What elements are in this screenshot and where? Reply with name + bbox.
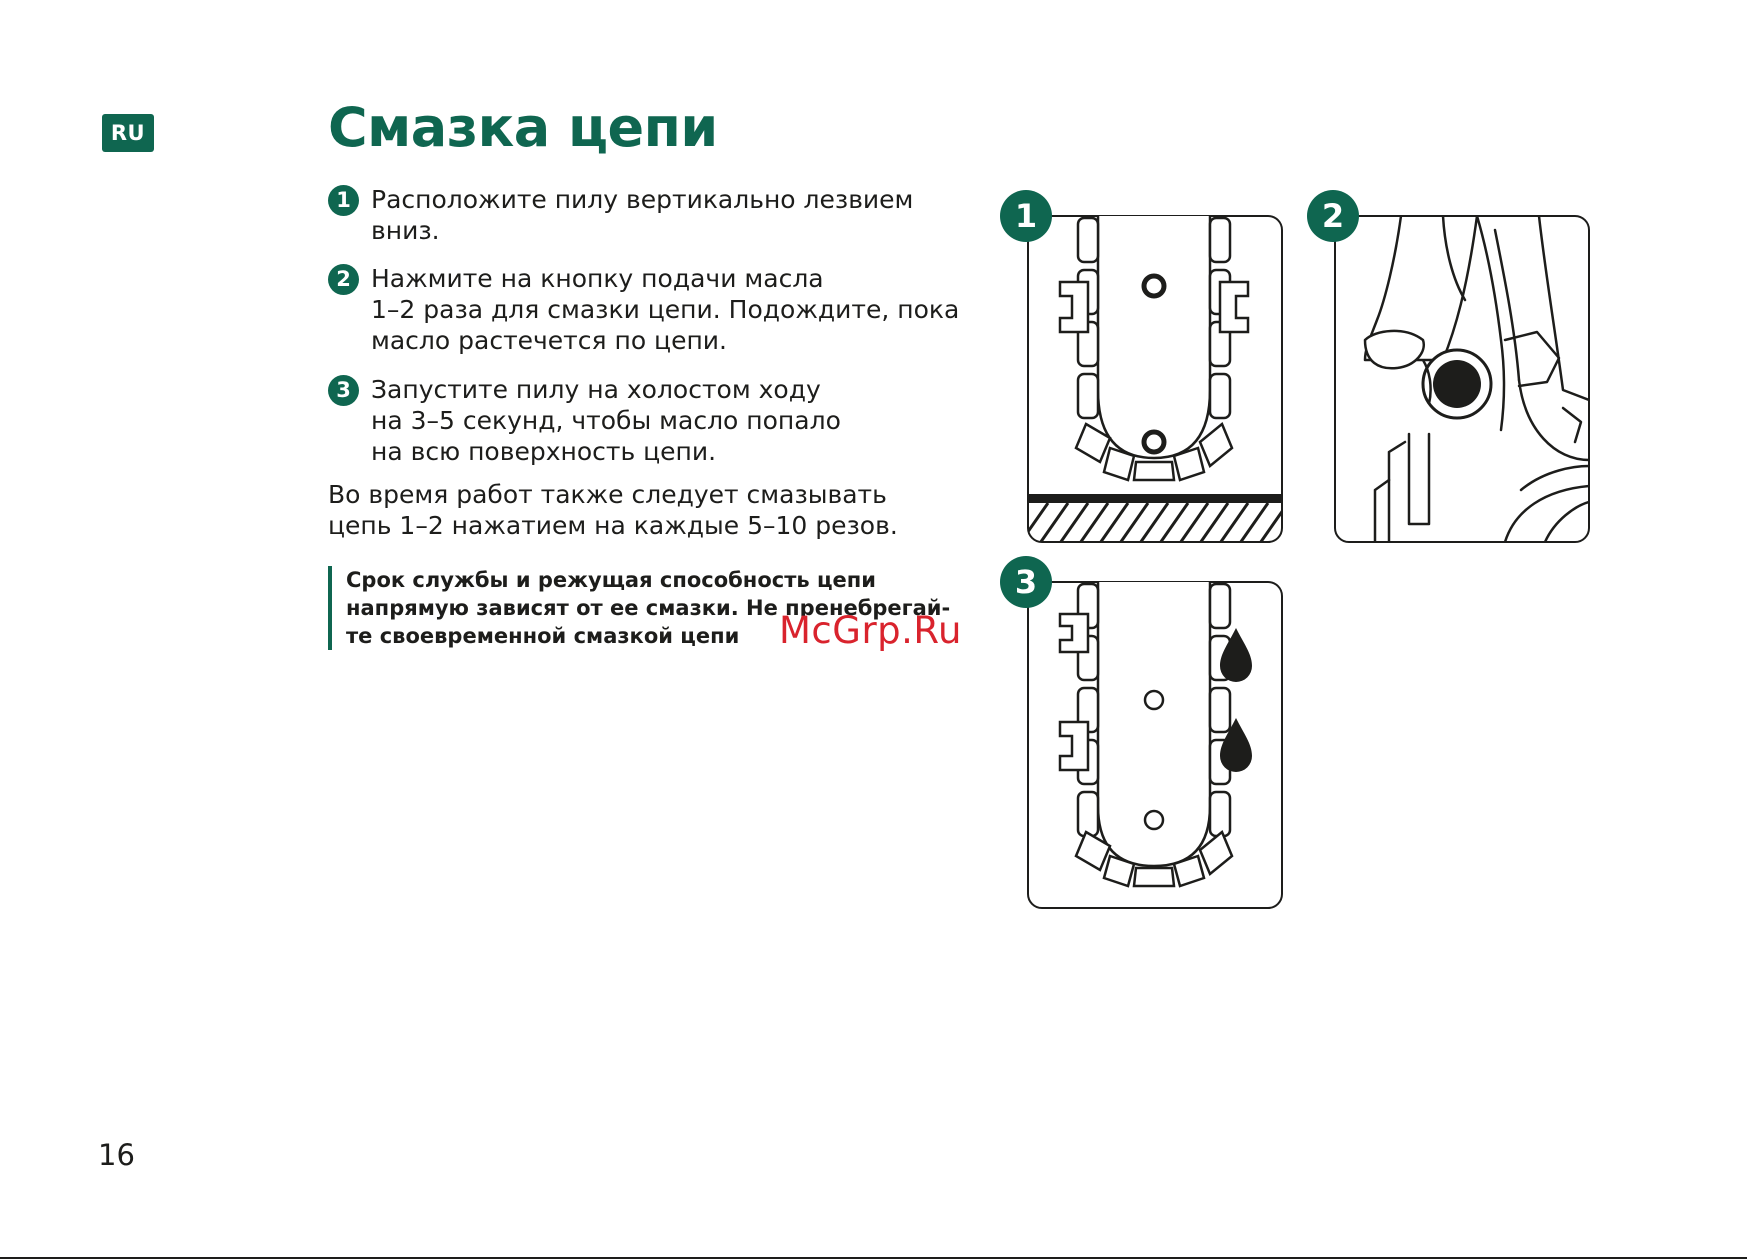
bottom-divider: [0, 1257, 1747, 1259]
step-2: [328, 263, 968, 356]
chainsaw-bar-vertical-icon: [998, 190, 1286, 550]
step-text: Расположите пилу вертикально лезвием вниз.: [371, 185, 914, 245]
language-badge: RU: [102, 114, 154, 152]
step-3: [328, 374, 968, 467]
figure-2: [1305, 190, 1593, 550]
oil-button-press-icon: [1305, 190, 1593, 550]
warning-callout: Срок службы и режущая способность цепи напрямую зависят от ее смазки. Не пренебрегай- те своевременной смазкой цепи: [328, 566, 986, 650]
step-number-badge: 2: [328, 264, 359, 295]
maintenance-note: Во время работ также следует смазывать цепь 1–2 нажатием на каждые 5–10 резов.: [328, 480, 898, 540]
figure-number: 2: [1321, 197, 1345, 235]
step-text: Нажмите на кнопку подачи масла 1–2 раза для смазки цепи. Подождите, пока масло растечется по цепи.: [371, 264, 960, 355]
watermark: McGrp.Ru: [779, 609, 962, 652]
page-title: Смазка цепи: [328, 96, 718, 159]
step-text: Запустите пилу на холостом ходу на 3–5 секунд, чтобы масло попало на всю поверхность цепи.: [371, 375, 841, 466]
figure-number: 1: [1014, 197, 1038, 235]
step-number-badge: 1: [328, 185, 359, 216]
figure-number: 3: [1014, 563, 1038, 601]
page-number: 16: [98, 1138, 135, 1172]
figure-1: [998, 190, 1286, 550]
chain-oil-drops-icon: [998, 556, 1286, 916]
figure-3: [998, 556, 1286, 916]
step-number-badge: 3: [328, 375, 359, 406]
step-1: [328, 184, 968, 246]
